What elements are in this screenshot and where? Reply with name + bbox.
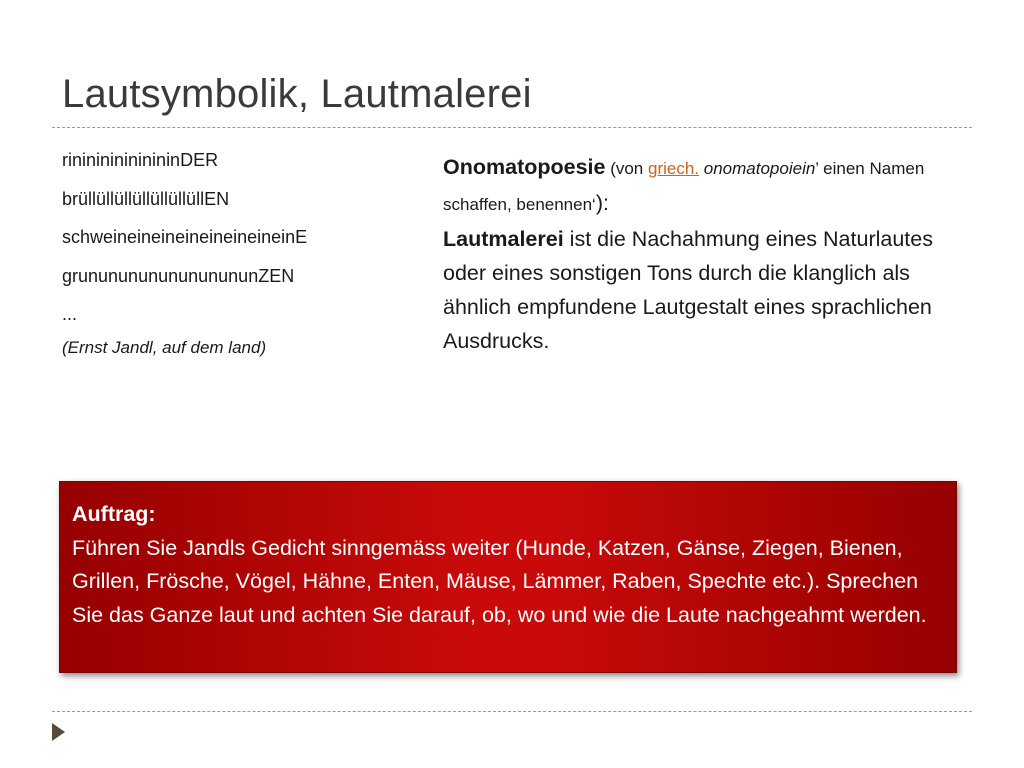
- definition-body: ist die Nachahmung eines Naturlautes oder eines sonstigen Tons durch die klanglich als ähnlich empfundene Lautgestalt eines sprachlichen Ausdrucks.: [443, 227, 933, 353]
- von-text: (von: [605, 159, 648, 178]
- bottom-divider: [52, 711, 972, 712]
- task-body: Führen Sie Jandls Gedicht sinngemäss weiter (Hunde, Katzen, Gänse, Ziegen, Bienen, Grillen, Frösche, Vögel, Hähne, Enten, Mäuse, Lämmer, Raben, Spechte etc.). Sprechen Sie das Ganze laut und achten Sie darauf, ob, wo und wie die Laute nachgeahmt werden.: [72, 535, 927, 627]
- top-divider: [52, 127, 972, 128]
- term-lautmalerei: Lautmalerei: [443, 227, 564, 251]
- play-arrow-icon[interactable]: [52, 723, 65, 741]
- griech-link[interactable]: griech.: [648, 159, 700, 178]
- slide-title: Lautsymbolik, Lautmalerei: [62, 72, 532, 116]
- poem-source: (Ernst Jandl, auf dem land): [62, 338, 267, 357]
- poem-line: rininininininininDER: [62, 150, 219, 170]
- poem-block: [62, 148, 402, 360]
- task-box: [59, 481, 957, 673]
- definition-block: [443, 150, 973, 358]
- gloss-text: ’ einen Namen schaffen, benennen‘: [443, 159, 925, 214]
- gloss-end: ):: [595, 191, 609, 215]
- task-heading: Auftrag:: [72, 502, 156, 526]
- term-onomatopoesie: Onomatopoesie: [443, 155, 606, 179]
- poem-ellipsis: ...: [62, 304, 78, 324]
- poem-line: grunununununununununZEN: [62, 265, 295, 286]
- poem-line: schweineineineineineineineinE: [62, 227, 308, 247]
- poem-line: brüllüllüllüllüllüllüllEN: [62, 188, 230, 209]
- greek-word: onomatopoiein: [703, 159, 816, 178]
